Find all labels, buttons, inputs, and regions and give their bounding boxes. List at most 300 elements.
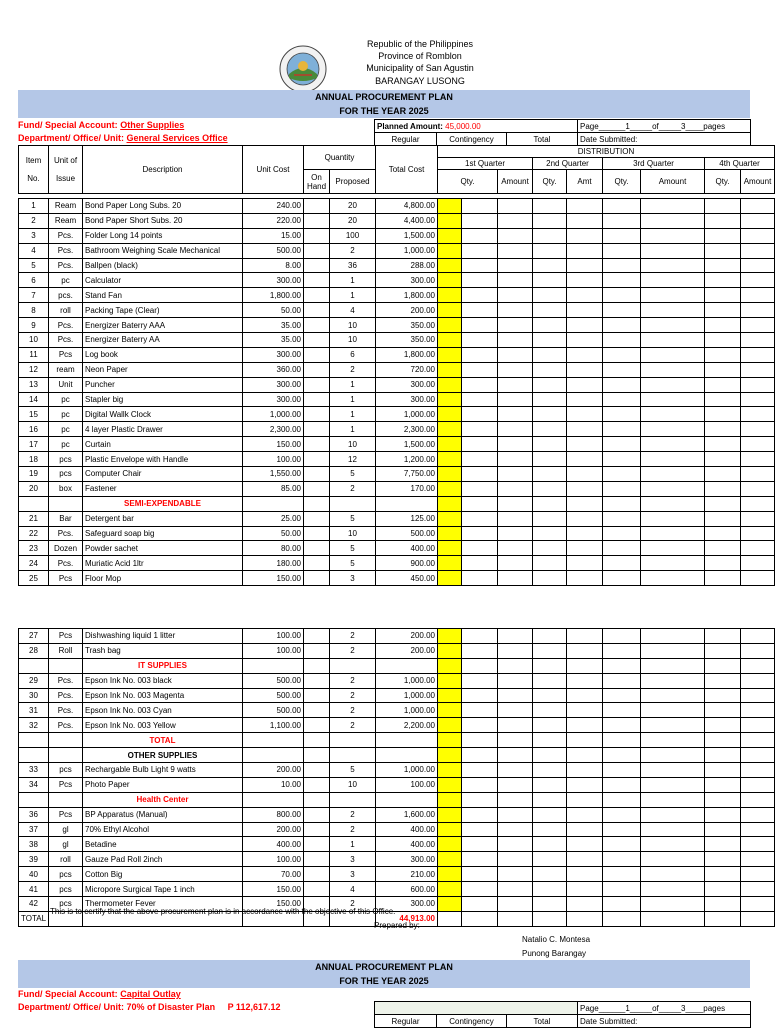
distribution-cell: [438, 897, 462, 912]
distribution-cell: [741, 718, 775, 733]
distribution-cell: [462, 777, 498, 792]
table-row: [19, 199, 775, 214]
item-description: Computer Chair: [83, 467, 243, 482]
distribution-cell: [438, 763, 462, 778]
plan2-department-line: Department/ Office/ Unit: 70% of Disaster Plan P 112,617.12: [18, 1002, 281, 1012]
distribution-cell: [603, 837, 641, 852]
item-number: 42: [19, 897, 49, 912]
distribution-cell: [641, 718, 705, 733]
procurement-table-1: [18, 198, 775, 586]
on-hand: [304, 347, 330, 362]
distribution-cell: [641, 882, 705, 897]
item-description: 4 layer Plastic Drawer: [83, 422, 243, 437]
item-number: 36: [19, 807, 49, 822]
distribution-cell: [498, 199, 533, 214]
on-hand: [304, 303, 330, 318]
distribution-cell: [641, 777, 705, 792]
distribution-cell: [603, 288, 641, 303]
distribution-cell: [641, 362, 705, 377]
distribution-cell: [498, 377, 533, 392]
distribution-cell: [533, 452, 567, 467]
distribution-cell: [567, 333, 603, 348]
distribution-cell: [603, 213, 641, 228]
total-cost: 210.00: [376, 867, 438, 882]
unit-of-issue: Pcs.: [49, 556, 83, 571]
distribution-cell: [641, 703, 705, 718]
distribution-cell: [462, 511, 498, 526]
distribution-cell: [438, 703, 462, 718]
item-description: Curtain: [83, 437, 243, 452]
distribution-cell: [438, 273, 462, 288]
distribution-cell: [641, 629, 705, 644]
table-row: [19, 673, 775, 688]
item-number: 33: [19, 763, 49, 778]
header-line-4: BARANGAY LUSONG: [375, 75, 465, 86]
distribution-cell: [741, 362, 775, 377]
item-number: 19: [19, 467, 49, 482]
item-description: Packing Tape (Clear): [83, 303, 243, 318]
table-row: [19, 822, 775, 837]
distribution-cell: [462, 422, 498, 437]
unit-cost: 85.00: [243, 481, 304, 496]
item-number: 31: [19, 703, 49, 718]
total-cost: 600.00: [376, 882, 438, 897]
distribution-cell: [533, 258, 567, 273]
item-number: 32: [19, 718, 49, 733]
on-hand: [304, 288, 330, 303]
on-hand: [304, 392, 330, 407]
total-cost: 1,000.00: [376, 688, 438, 703]
distribution-cell: [641, 837, 705, 852]
on-hand: [304, 273, 330, 288]
distribution-cell: [462, 392, 498, 407]
unit-of-issue: Pcs.: [49, 258, 83, 273]
on-hand: [304, 228, 330, 243]
distribution-cell: [567, 837, 603, 852]
distribution-cell: [705, 347, 741, 362]
unit-of-issue: pcs: [49, 763, 83, 778]
item-description: Plastic Envelope with Handle: [83, 452, 243, 467]
on-hand: [304, 362, 330, 377]
proposed-qty: 3: [330, 852, 376, 867]
distribution-cell: [567, 228, 603, 243]
prepared-by-label: Prepared by:: [374, 921, 420, 930]
unit-of-issue: pc: [49, 437, 83, 452]
proposed-qty: 10: [330, 318, 376, 333]
distribution-cell: [462, 688, 498, 703]
unit-of-issue: Pcs.: [49, 333, 83, 348]
unit-cost: 150.00: [243, 882, 304, 897]
item-number: 5: [19, 258, 49, 273]
item-number: 16: [19, 422, 49, 437]
distribution-cell: [462, 452, 498, 467]
distribution-cell: [705, 867, 741, 882]
item-number: 27: [19, 629, 49, 644]
distribution-cell: [533, 481, 567, 496]
distribution-cell: [498, 347, 533, 362]
distribution-cell: [533, 511, 567, 526]
proposed-qty: 12: [330, 452, 376, 467]
unit-cost: 400.00: [243, 837, 304, 852]
distribution-cell: [741, 777, 775, 792]
proposed-qty: 1: [330, 377, 376, 392]
distribution-cell: [603, 377, 641, 392]
distribution-cell: [533, 392, 567, 407]
distribution-cell: [603, 807, 641, 822]
distribution-cell: [705, 571, 741, 586]
unit-of-issue: Pcs.: [49, 718, 83, 733]
total-cost: 1,500.00: [376, 228, 438, 243]
distribution-cell: [438, 347, 462, 362]
on-hand: [304, 422, 330, 437]
distribution-cell: [533, 688, 567, 703]
item-number: 37: [19, 822, 49, 837]
distribution-cell: [438, 199, 462, 214]
item-description: Muriatic Acid 1ltr: [83, 556, 243, 571]
distribution-cell: [533, 643, 567, 658]
total-cost: 1,800.00: [376, 347, 438, 362]
unit-of-issue: pcs: [49, 882, 83, 897]
distribution-cell: [741, 763, 775, 778]
plan-title: ANNUAL PROCUREMENT PLAN: [315, 92, 453, 102]
table-row: [19, 303, 775, 318]
distribution-cell: [741, 822, 775, 837]
distribution-cell: [641, 213, 705, 228]
on-hand: [304, 703, 330, 718]
distribution-cell: [498, 288, 533, 303]
distribution-cell: [705, 718, 741, 733]
unit-cost: 35.00: [243, 318, 304, 333]
table-row: [19, 852, 775, 867]
distribution-cell: [438, 362, 462, 377]
distribution-cell: [438, 392, 462, 407]
fund-value: Other Supplies: [120, 120, 185, 130]
total-cost: 300.00: [376, 897, 438, 912]
distribution-cell: [462, 213, 498, 228]
distribution-cell: [603, 526, 641, 541]
total-cost: 300.00: [376, 852, 438, 867]
distribution-cell: [741, 303, 775, 318]
distribution-cell: [705, 673, 741, 688]
on-hand: [304, 837, 330, 852]
distribution-cell: [641, 852, 705, 867]
distribution-cell: [533, 407, 567, 422]
item-number: 14: [19, 392, 49, 407]
plan2-fund-line: Fund/ Special Account: Capital Outlay: [18, 989, 181, 999]
distribution-cell: [533, 673, 567, 688]
plan2-amount: P 112,617.12: [227, 1002, 281, 1012]
distribution-cell: [533, 629, 567, 644]
plan2-fund-value: Capital Outlay: [120, 989, 181, 999]
distribution-cell: [498, 333, 533, 348]
total-label: TOTAL: [19, 911, 49, 926]
department-value: General Services Office: [126, 133, 228, 143]
plan2-budget-type-row: Regular Contingency Total Date Submitted:: [374, 1014, 751, 1028]
distribution-cell: [741, 318, 775, 333]
item-description: Energizer Baterry AA: [83, 333, 243, 348]
distribution-cell: [567, 777, 603, 792]
distribution-cell: [498, 822, 533, 837]
distribution-cell: [741, 273, 775, 288]
item-number: 6: [19, 273, 49, 288]
proposed-qty: 10: [330, 333, 376, 348]
distribution-cell: [641, 422, 705, 437]
distribution-cell: [462, 718, 498, 733]
distribution-cell: [462, 556, 498, 571]
unit-cost: 360.00: [243, 362, 304, 377]
distribution-cell: [438, 228, 462, 243]
section-label: OTHER SUPPLIES: [83, 748, 243, 763]
item-number: 15: [19, 407, 49, 422]
distribution-cell: [438, 243, 462, 258]
distribution-cell: [741, 243, 775, 258]
table-row: [19, 452, 775, 467]
on-hand: [304, 643, 330, 658]
unit-of-issue: Pcs.: [49, 703, 83, 718]
proposed-qty: 3: [330, 867, 376, 882]
item-number: 7: [19, 288, 49, 303]
distribution-cell: [438, 258, 462, 273]
item-description: Calculator: [83, 273, 243, 288]
on-hand: [304, 718, 330, 733]
distribution-cell: [498, 452, 533, 467]
table-row: [19, 703, 775, 718]
proposed-qty: 10: [330, 777, 376, 792]
on-hand: [304, 526, 330, 541]
distribution-cell: [741, 867, 775, 882]
proposed-qty: 20: [330, 213, 376, 228]
item-description: Fastener: [83, 481, 243, 496]
distribution-cell: [567, 571, 603, 586]
item-description: Folder Long 14 points: [83, 228, 243, 243]
unit-of-issue: roll: [49, 303, 83, 318]
distribution-cell: [705, 882, 741, 897]
column-header: Item No. Unit of Issue Description Unit Cost Quantity Total Cost DISTRIBUTION 1st Quarter 2nd Quarter 3rd Quarter 4th Quarter On Hand Proposed Qty. Amount Qty. Amt Qty. Amount Qty. Amount: [18, 145, 775, 194]
table-row: [19, 407, 775, 422]
total-cost: 288.00: [376, 258, 438, 273]
table-row: [19, 629, 775, 644]
distribution-cell: [603, 643, 641, 658]
total-cost: 1,800.00: [376, 288, 438, 303]
distribution-cell: [567, 303, 603, 318]
distribution-cell: [603, 333, 641, 348]
distribution-cell: [438, 541, 462, 556]
procurement-table-2: [18, 628, 775, 927]
table-row: [19, 258, 775, 273]
distribution-cell: [533, 763, 567, 778]
distribution-cell: [533, 333, 567, 348]
distribution-cell: [603, 362, 641, 377]
distribution-cell: [741, 422, 775, 437]
header-line-1: Republic of the Philippines: [366, 39, 474, 49]
total-cost: 200.00: [376, 303, 438, 318]
distribution-cell: [533, 318, 567, 333]
distribution-cell: [438, 822, 462, 837]
distribution-cell: [462, 333, 498, 348]
distribution-cell: [498, 481, 533, 496]
distribution-cell: [462, 629, 498, 644]
distribution-cell: [498, 882, 533, 897]
on-hand: [304, 882, 330, 897]
item-number: 23: [19, 541, 49, 556]
on-hand: [304, 822, 330, 837]
table-row: [19, 526, 775, 541]
unit-of-issue: pc: [49, 273, 83, 288]
distribution-cell: [567, 897, 603, 912]
distribution-cell: [705, 258, 741, 273]
table-row: [19, 837, 775, 852]
table-row: [19, 228, 775, 243]
distribution-cell: [641, 673, 705, 688]
distribution-cell: [533, 213, 567, 228]
distribution-cell: [462, 347, 498, 362]
distribution-cell: [567, 199, 603, 214]
on-hand: [304, 258, 330, 273]
on-hand: [304, 318, 330, 333]
distribution-cell: [438, 213, 462, 228]
proposed-qty: 3: [330, 571, 376, 586]
proposed-qty: 1: [330, 837, 376, 852]
distribution-cell: [567, 703, 603, 718]
distribution-cell: [641, 467, 705, 482]
distribution-cell: [438, 882, 462, 897]
table-row: [19, 437, 775, 452]
table-row: [19, 347, 775, 362]
distribution-cell: [567, 629, 603, 644]
total-cost: 400.00: [376, 822, 438, 837]
item-description: Dishwashing liquid 1 litter: [83, 629, 243, 644]
distribution-cell: [567, 347, 603, 362]
distribution-cell: [533, 852, 567, 867]
distribution-cell: [603, 228, 641, 243]
distribution-cell: [498, 467, 533, 482]
distribution-cell: [603, 852, 641, 867]
unit-cost: 300.00: [243, 392, 304, 407]
on-hand: [304, 437, 330, 452]
item-number: 24: [19, 556, 49, 571]
distribution-cell: [498, 897, 533, 912]
unit-cost: 10.00: [243, 777, 304, 792]
distribution-cell: [567, 288, 603, 303]
on-hand: [304, 852, 330, 867]
proposed-qty: 5: [330, 556, 376, 571]
distribution-cell: [641, 541, 705, 556]
item-description: Digital Wallk Clock: [83, 407, 243, 422]
distribution-cell: [567, 807, 603, 822]
on-hand: [304, 452, 330, 467]
plan2-title: ANNUAL PROCUREMENT PLAN: [315, 962, 453, 972]
distribution-cell: [741, 807, 775, 822]
total-cost: 125.00: [376, 511, 438, 526]
distribution-cell: [498, 867, 533, 882]
item-description: Ballpen (black): [83, 258, 243, 273]
unit-cost: 180.00: [243, 556, 304, 571]
plan-year: FOR THE YEAR 2025: [339, 106, 429, 116]
distribution-cell: [741, 481, 775, 496]
distribution-cell: [641, 437, 705, 452]
unit-of-issue: roll: [49, 852, 83, 867]
unit-of-issue: pcs: [49, 452, 83, 467]
unit-cost: 100.00: [243, 852, 304, 867]
unit-of-issue: Pcs: [49, 571, 83, 586]
unit-of-issue: Pcs.: [49, 243, 83, 258]
unit-cost: 50.00: [243, 303, 304, 318]
distribution-cell: [498, 392, 533, 407]
proposed-qty: 5: [330, 541, 376, 556]
distribution-cell: [741, 199, 775, 214]
distribution-cell: [741, 407, 775, 422]
distribution-cell: [498, 437, 533, 452]
unit-cost: 300.00: [243, 377, 304, 392]
distribution-cell: [705, 437, 741, 452]
total-cost: 170.00: [376, 481, 438, 496]
item-description: Powder sachet: [83, 541, 243, 556]
distribution-cell: [498, 807, 533, 822]
on-hand: [304, 243, 330, 258]
distribution-cell: [741, 837, 775, 852]
distribution-cell: [533, 822, 567, 837]
proposed-qty: 10: [330, 437, 376, 452]
distribution-cell: [741, 541, 775, 556]
distribution-cell: [705, 526, 741, 541]
distribution-cell: [705, 333, 741, 348]
distribution-cell: [567, 437, 603, 452]
on-hand: [304, 407, 330, 422]
distribution-cell: [567, 452, 603, 467]
distribution-cell: [741, 467, 775, 482]
proposed-qty: 1: [330, 392, 376, 407]
distribution-cell: [705, 452, 741, 467]
proposed-qty: 2: [330, 807, 376, 822]
distribution-cell: [603, 882, 641, 897]
proposed-qty: 1: [330, 288, 376, 303]
distribution-cell: [641, 807, 705, 822]
distribution-cell: [705, 422, 741, 437]
distribution-cell: [641, 243, 705, 258]
item-description: Photo Paper: [83, 777, 243, 792]
distribution-cell: [741, 377, 775, 392]
proposed-qty: 1: [330, 273, 376, 288]
on-hand: [304, 571, 330, 586]
unit-of-issue: pcs.: [49, 288, 83, 303]
table-row: [19, 392, 775, 407]
distribution-cell: [438, 673, 462, 688]
distribution-cell: [741, 688, 775, 703]
distribution-cell: [641, 377, 705, 392]
distribution-cell: [567, 526, 603, 541]
proposed-qty: 2: [330, 481, 376, 496]
total-cost: 400.00: [376, 837, 438, 852]
distribution-cell: [641, 481, 705, 496]
section-row: [19, 733, 775, 748]
distribution-cell: [641, 407, 705, 422]
distribution-cell: [705, 511, 741, 526]
item-number: 13: [19, 377, 49, 392]
distribution-cell: [641, 511, 705, 526]
distribution-cell: [603, 303, 641, 318]
distribution-cell: [705, 377, 741, 392]
distribution-cell: [567, 243, 603, 258]
proposed-qty: 2: [330, 362, 376, 377]
table-row: [19, 807, 775, 822]
distribution-cell: [641, 556, 705, 571]
distribution-cell: [641, 228, 705, 243]
proposed-qty: 4: [330, 882, 376, 897]
unit-cost: 300.00: [243, 273, 304, 288]
unit-of-issue: pc: [49, 392, 83, 407]
unit-of-issue: Pcs.: [49, 673, 83, 688]
distribution-cell: [567, 318, 603, 333]
